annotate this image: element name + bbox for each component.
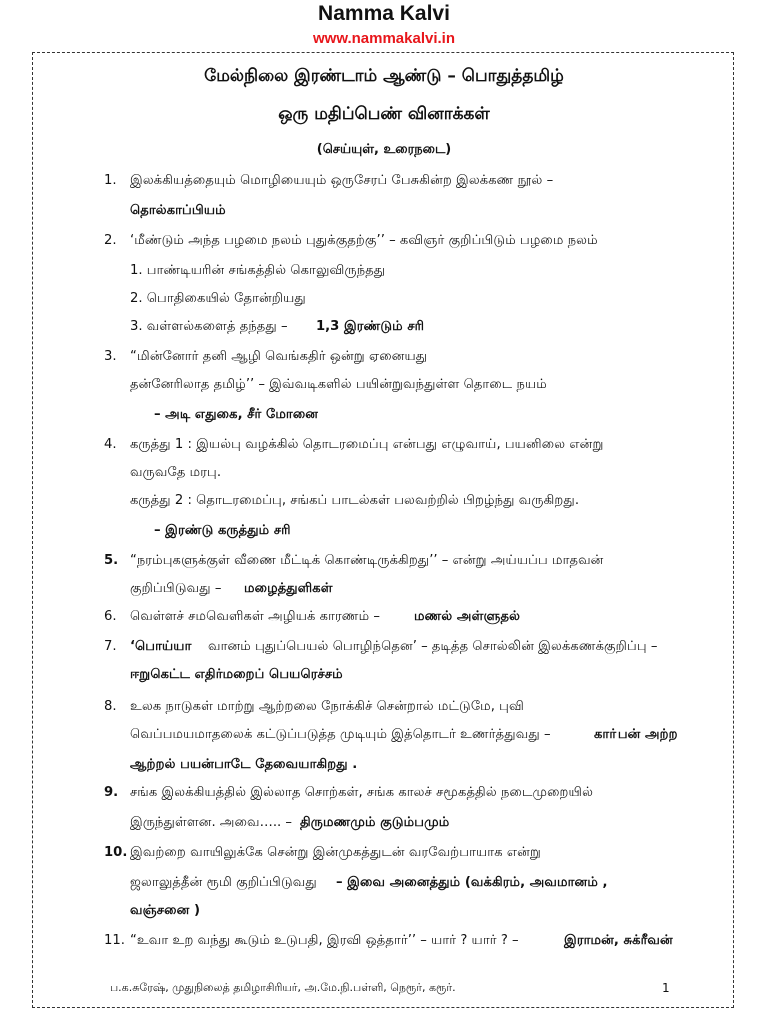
question-text: வருவதே மரபு.	[130, 465, 222, 480]
question-number: 5.	[104, 553, 119, 568]
question-text: வெப்பமயமாதலைக் கட்டுப்படுத்த முடியும் இத்தொடர் உணர்த்துவது –	[130, 727, 551, 742]
answer-text: ஆற்றல் பயன்பாடே தேவையாகிறது .	[130, 757, 358, 772]
question-number: 11.	[104, 933, 125, 948]
question-number: 7.	[104, 639, 117, 654]
answer-text: தொல்காப்பியம்	[130, 203, 226, 218]
question-text: கருத்து 2 : தொடரமைப்பு, சங்கப் பாடல்கள் பலவற்றில் பிறழ்ந்து வருகிறது.	[130, 493, 580, 508]
question-text: உலக நாடுகள் மாற்று ஆற்றலை நோக்கிச் சென்றால் மட்டுமே, புவி	[130, 699, 524, 714]
answer-text: வஞ்சனை )	[130, 903, 200, 918]
page-number: 1	[662, 981, 670, 995]
question-number: 3.	[104, 349, 117, 364]
question-text: குறிப்பிடுவது –	[130, 581, 222, 596]
answer-text: காா்பன் அற்ற	[594, 727, 678, 742]
question-number: 10.	[104, 845, 128, 860]
page-border	[32, 52, 734, 1008]
question-text: தன்னேரிலாத தமிழ்’’ – இவ்வடிகளில் பயின்றுவந்துள்ள தொடை நயம்	[130, 377, 547, 392]
question-number: 9.	[104, 785, 119, 800]
question-number: 8.	[104, 699, 117, 714]
document-section-label: (செய்யுள், உரைநடை)	[316, 142, 452, 157]
question-number: 1.	[104, 173, 117, 188]
answer-text: இராமன், சுக்ரீவன்	[564, 933, 673, 948]
answer-text: மழைத்துளிகள்	[244, 581, 333, 596]
question-text: ‘மீண்டும் அந்த பழமை நலம் புதுக்குதற்கு’’ – கவிஞர் குறிப்பிடும் பழமை நலம்	[130, 233, 598, 248]
document-subtitle: ஒரு மதிப்பெண் வினாக்கள்	[278, 104, 490, 124]
question-text: ஜலாலுத்தீன் ரூமி குறிப்பிடுவது	[130, 875, 317, 890]
option-text: 1. பாண்டியரின் சங்கத்தில் கொலுவிருந்தது	[130, 263, 386, 278]
question-number: 2.	[104, 233, 117, 248]
question-text: “மின்னோர் தனி ஆழி வெங்கதிர் ஒன்று ஏனையது	[130, 349, 428, 364]
highlighted-word: ‘பொய்யா	[130, 639, 192, 654]
question-number: 6.	[104, 609, 117, 624]
site-url-link[interactable]: www.nammakalvi.in	[313, 30, 455, 47]
question-text: “உவா உற வந்து கூடும் உடுபதி, இரவி ஒத்தார்’’ – யார் ? யார் ? –	[130, 933, 519, 948]
question-text: கருத்து 1 : இயல்பு வழக்கில் தொடரமைப்பு என்பது எழுவாய், பயனிலை என்று	[130, 437, 604, 452]
question-text: இவற்றை வாயிலுக்கே சென்று இன்முகத்துடன் வரவேற்பாயாக என்று	[130, 845, 541, 860]
answer-text: – அடி எதுகை, சீர் மோனை	[154, 407, 319, 422]
option-text: 3. வள்ளல்களைத் தந்தது –	[130, 319, 288, 334]
question-text: வானம் புதுப்பெயல் பொழிந்தென’ – தடித்த சொல்லின் இலக்கணக்குறிப்பு –	[208, 639, 658, 654]
question-text: வெள்ளச் சமவெளிகள் அழியக் காரணம் –	[130, 609, 380, 624]
answer-text: – இரண்டு கருத்தும் சரி	[154, 523, 291, 538]
document-title: மேல்நிலை இரண்டாம் ஆண்டு – பொதுத்தமிழ்	[204, 66, 564, 86]
answer-text: ஈறுகெட்ட எதிர்மறைப் பெயரெச்சம்	[130, 667, 343, 682]
question-number: 4.	[104, 437, 117, 452]
option-text: 2. பொதிகையில் தோன்றியது	[130, 291, 306, 306]
question-text: “நரம்புகளுக்குள் வீணை மீட்டிக் கொண்டிருக்கிறது’’ – என்று அய்யப்ப மாதவன்	[130, 553, 604, 568]
answer-text: 1,3 இரண்டும் சரி	[316, 319, 425, 334]
answer-text: – இவை அனைத்தும் (வக்கிரம், அவமானம் ,	[336, 875, 608, 890]
site-title: Namma Kalvi	[318, 2, 450, 25]
answer-text: மணல் அள்ளுதல்	[414, 609, 521, 624]
question-text: சங்க இலக்கியத்தில் இல்லாத சொற்கள், சங்க காலச் சமூகத்தில் நடைமுறையில்	[130, 785, 594, 800]
question-text: இருந்துள்ளன. அவை….. –	[130, 815, 293, 830]
question-text: இலக்கியத்தையும் மொழியையும் ஒருசேரப் பேசுகின்ற இலக்கண நூல் –	[130, 173, 554, 188]
answer-text: திருமணமும் குடும்பமும்	[300, 815, 450, 830]
footer-author: ப.க.சுரேஷ், முதுநிலைத் தமிழாசிரியர், அ.மே.நி.பள்ளி, நெரூர், கரூர்.	[110, 981, 456, 994]
